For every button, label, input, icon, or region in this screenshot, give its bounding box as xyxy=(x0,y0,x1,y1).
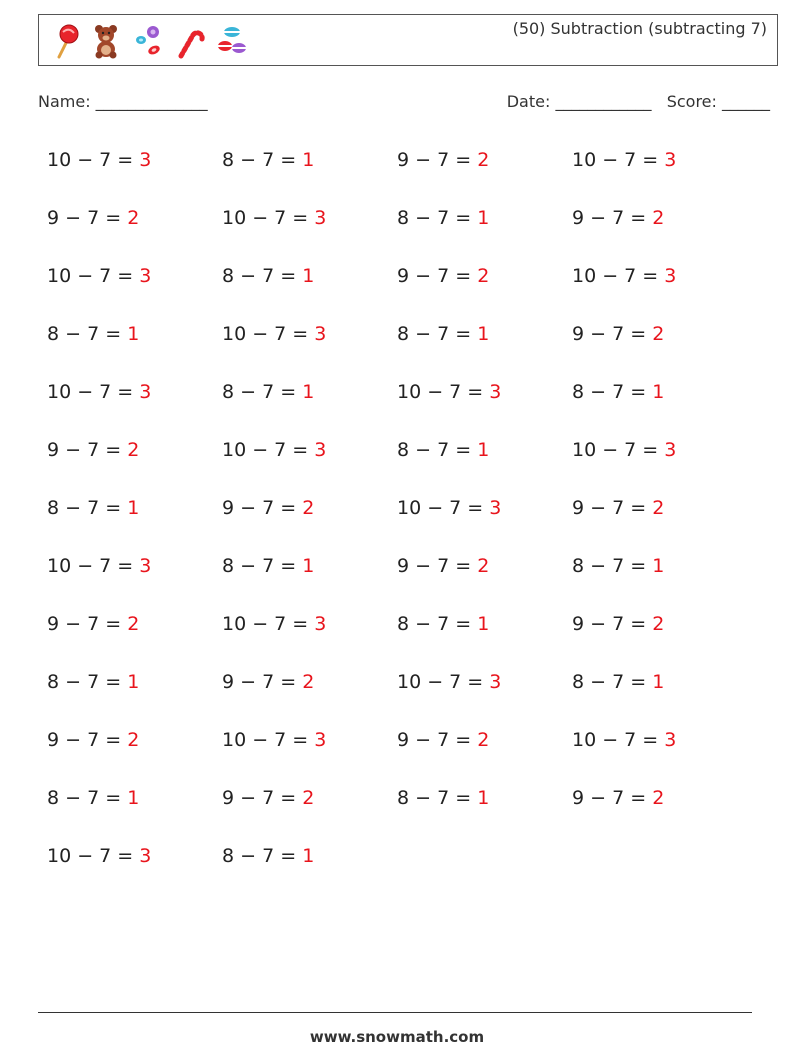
problem-answer: 3 xyxy=(139,555,152,577)
worksheet-title: (50) Subtraction (subtracting 7) xyxy=(512,19,767,38)
problem-expression: 9 − 7 = xyxy=(222,671,303,693)
problem-answer: 1 xyxy=(477,613,490,635)
problem-expression: 10 − 7 = xyxy=(47,149,140,171)
problem-item xyxy=(397,436,572,494)
problem-item xyxy=(572,726,747,784)
problem-answer: 2 xyxy=(127,729,140,751)
problem-answer: 1 xyxy=(477,439,490,461)
worksheet-header xyxy=(38,14,778,66)
problem-answer: 3 xyxy=(139,845,152,867)
problem-expression: 8 − 7 = xyxy=(397,323,478,345)
problem-expression: 8 − 7 = xyxy=(47,671,128,693)
problem-expression: 10 − 7 = xyxy=(47,555,140,577)
problem-answer: 2 xyxy=(652,497,665,519)
problem-expression: 8 − 7 = xyxy=(572,381,653,403)
problem-answer: 2 xyxy=(652,323,665,345)
problem-item xyxy=(572,146,747,204)
problem-expression: 8 − 7 = xyxy=(47,323,128,345)
problem-item xyxy=(222,842,397,900)
problem-answer: 2 xyxy=(477,729,490,751)
problem-item xyxy=(397,320,572,378)
problem-item xyxy=(222,204,397,262)
problem-item xyxy=(222,378,397,436)
problem-item xyxy=(397,262,572,320)
problem-item xyxy=(397,146,572,204)
problem-answer: 1 xyxy=(477,207,490,229)
problem-expression: 10 − 7 = xyxy=(47,381,140,403)
problem-item xyxy=(397,204,572,262)
problem-expression: 9 − 7 = xyxy=(222,787,303,809)
problem-expression: 8 − 7 = xyxy=(397,613,478,635)
problem-answer: 1 xyxy=(477,323,490,345)
problem-item xyxy=(47,262,222,320)
problem-expression: 10 − 7 = xyxy=(397,381,490,403)
problem-answer: 3 xyxy=(664,149,677,171)
problem-answer: 3 xyxy=(139,149,152,171)
problem-item xyxy=(47,784,222,842)
problem-item xyxy=(222,726,397,784)
problem-answer: 3 xyxy=(139,265,152,287)
problem-item xyxy=(572,784,747,842)
problem-item xyxy=(47,668,222,726)
problem-item xyxy=(397,610,572,668)
problem-expression: 10 − 7 = xyxy=(572,439,665,461)
lollipop-icon xyxy=(49,23,79,59)
problem-expression: 10 − 7 = xyxy=(222,613,315,635)
problem-item xyxy=(47,146,222,204)
problem-answer: 1 xyxy=(127,497,140,519)
problem-item xyxy=(397,668,572,726)
problem-item xyxy=(222,320,397,378)
problem-item xyxy=(47,726,222,784)
problem-answer: 2 xyxy=(302,787,315,809)
problem-expression: 10 − 7 = xyxy=(572,265,665,287)
problem-answer: 3 xyxy=(139,381,152,403)
problem-answer: 1 xyxy=(477,787,490,809)
problem-expression: 9 − 7 = xyxy=(572,787,653,809)
problem-answer: 2 xyxy=(652,787,665,809)
problem-expression: 10 − 7 = xyxy=(572,149,665,171)
problem-item xyxy=(572,494,747,552)
problem-answer: 3 xyxy=(664,439,677,461)
problem-answer: 1 xyxy=(302,555,315,577)
problem-expression: 10 − 7 = xyxy=(47,845,140,867)
problem-answer: 3 xyxy=(664,265,677,287)
problem-item xyxy=(572,204,747,262)
problem-expression: 10 − 7 = xyxy=(222,439,315,461)
problem-expression: 10 − 7 = xyxy=(222,323,315,345)
problem-answer: 1 xyxy=(652,671,665,693)
problem-answer: 2 xyxy=(302,671,315,693)
date-score-fields xyxy=(507,92,770,111)
problem-expression: 10 − 7 = xyxy=(572,729,665,751)
candies-icon xyxy=(133,23,163,59)
problem-answer: 2 xyxy=(652,613,665,635)
problem-expression: 8 − 7 = xyxy=(397,787,478,809)
problem-expression: 9 − 7 = xyxy=(47,439,128,461)
problem-item xyxy=(47,204,222,262)
problem-item xyxy=(47,436,222,494)
problem-expression: 9 − 7 = xyxy=(47,729,128,751)
problem-item xyxy=(397,552,572,610)
problem-item xyxy=(47,552,222,610)
candy-cane-icon xyxy=(175,23,205,59)
problem-answer: 2 xyxy=(127,207,140,229)
problem-expression: 9 − 7 = xyxy=(397,555,478,577)
date-field: Date: ____________ xyxy=(506,92,652,111)
problem-answer: 2 xyxy=(477,555,490,577)
problem-expression: 8 − 7 = xyxy=(397,439,478,461)
problem-expression: 9 − 7 = xyxy=(572,613,653,635)
problem-answer: 2 xyxy=(302,497,315,519)
problem-grid xyxy=(47,146,747,900)
problem-expression: 9 − 7 = xyxy=(397,729,478,751)
problem-answer: 3 xyxy=(314,323,327,345)
problem-answer: 1 xyxy=(302,265,315,287)
problem-answer: 1 xyxy=(302,381,315,403)
problem-answer: 3 xyxy=(314,729,327,751)
problem-expression: 8 − 7 = xyxy=(222,555,303,577)
problem-expression: 10 − 7 = xyxy=(222,207,315,229)
problem-expression: 9 − 7 = xyxy=(572,323,653,345)
problem-answer: 3 xyxy=(664,729,677,751)
problem-expression: 8 − 7 = xyxy=(222,381,303,403)
problem-item xyxy=(222,262,397,320)
problem-answer: 3 xyxy=(314,207,327,229)
problem-item xyxy=(572,378,747,436)
problem-answer: 3 xyxy=(489,497,502,519)
problem-item xyxy=(572,320,747,378)
problem-answer: 1 xyxy=(652,381,665,403)
problem-expression: 9 − 7 = xyxy=(222,497,303,519)
problem-expression: 10 − 7 = xyxy=(47,265,140,287)
problem-expression: 9 − 7 = xyxy=(397,149,478,171)
problem-expression: 8 − 7 = xyxy=(222,149,303,171)
problem-answer: 2 xyxy=(477,149,490,171)
problem-answer: 2 xyxy=(652,207,665,229)
problem-answer: 1 xyxy=(127,787,140,809)
macarons-icon xyxy=(217,23,247,59)
problem-answer: 3 xyxy=(489,671,502,693)
problem-item xyxy=(47,494,222,552)
problem-item xyxy=(397,378,572,436)
problem-expression: 10 − 7 = xyxy=(397,497,490,519)
problem-expression: 8 − 7 = xyxy=(397,207,478,229)
problem-item xyxy=(47,610,222,668)
teddy-bear-icon xyxy=(91,23,121,59)
problem-answer: 1 xyxy=(302,149,315,171)
problem-expression: 8 − 7 = xyxy=(222,845,303,867)
problem-item xyxy=(222,610,397,668)
problem-answer: 2 xyxy=(477,265,490,287)
problem-item xyxy=(222,668,397,726)
score-field: Score: ______ xyxy=(666,92,770,111)
name-field: Name: ______________ xyxy=(38,92,208,111)
header-icons xyxy=(49,21,247,61)
problem-item xyxy=(572,668,747,726)
problem-item xyxy=(222,552,397,610)
problem-item xyxy=(397,726,572,784)
footer-url: www.snowmath.com xyxy=(309,1028,485,1046)
problem-item xyxy=(222,494,397,552)
problem-item xyxy=(47,320,222,378)
problem-expression: 8 − 7 = xyxy=(572,671,653,693)
problem-expression: 8 − 7 = xyxy=(47,497,128,519)
problem-item xyxy=(572,552,747,610)
problem-item xyxy=(572,610,747,668)
problem-item xyxy=(222,784,397,842)
problem-answer: 3 xyxy=(314,613,327,635)
problem-item xyxy=(47,842,222,900)
problem-item xyxy=(47,378,222,436)
problem-answer: 1 xyxy=(127,323,140,345)
problem-item xyxy=(572,436,747,494)
problem-expression: 8 − 7 = xyxy=(47,787,128,809)
problem-expression: 10 − 7 = xyxy=(397,671,490,693)
problem-expression: 9 − 7 = xyxy=(572,207,653,229)
problem-expression: 8 − 7 = xyxy=(222,265,303,287)
problem-item xyxy=(222,146,397,204)
problem-item xyxy=(572,262,747,320)
problem-expression: 9 − 7 = xyxy=(47,613,128,635)
problem-expression: 9 − 7 = xyxy=(397,265,478,287)
student-info-row xyxy=(38,92,770,116)
problem-answer: 1 xyxy=(652,555,665,577)
problem-expression: 9 − 7 = xyxy=(47,207,128,229)
problem-answer: 3 xyxy=(314,439,327,461)
problem-answer: 1 xyxy=(127,671,140,693)
problem-item xyxy=(397,494,572,552)
footer-divider xyxy=(38,1012,752,1013)
problem-answer: 2 xyxy=(127,613,140,635)
problem-expression: 9 − 7 = xyxy=(572,497,653,519)
problem-expression: 10 − 7 = xyxy=(222,729,315,751)
problem-expression: 8 − 7 = xyxy=(572,555,653,577)
problem-answer: 1 xyxy=(302,845,315,867)
problem-answer: 2 xyxy=(127,439,140,461)
problem-item xyxy=(222,436,397,494)
problem-item xyxy=(397,784,572,842)
problem-answer: 3 xyxy=(489,381,502,403)
